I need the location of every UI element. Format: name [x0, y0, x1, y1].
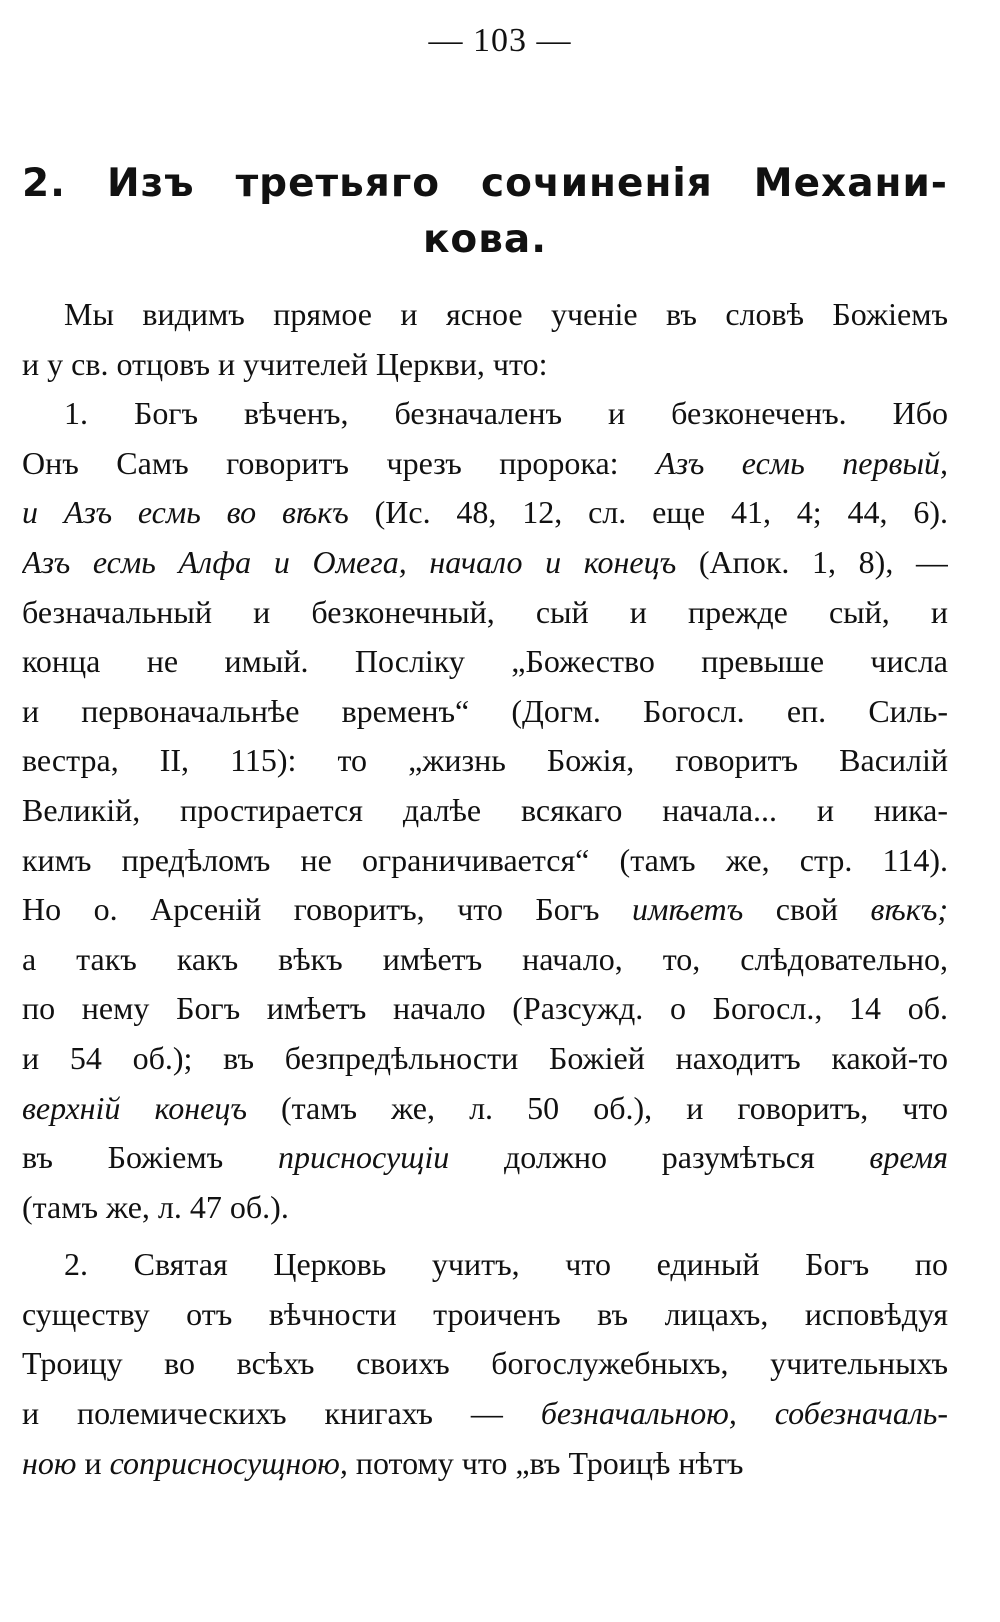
text-segment: и 54 об.); въ безпредѣльности Божіей находитъ какой-то	[22, 1039, 948, 1076]
italic-segment: Азъ есмь первый,	[656, 444, 948, 481]
text-segment: вестра, II, 115): то „жизнь Божія, говоритъ Василій	[22, 742, 948, 779]
body-text	[22, 290, 948, 1488]
text-segment: Великій, простирается далѣе всякаго начала... и ника-	[22, 791, 948, 828]
text-segment: Троицу во всѣхъ своихъ богослужебныхъ, учительныхъ	[22, 1345, 948, 1382]
text-segment: кимъ предѣломъ не ограничивается“ (тамъ же, стр. 114).	[22, 841, 948, 878]
italic-segment: Азъ есмь Алфа и Омега, начало и конецъ	[22, 543, 677, 580]
text-segment: свой	[743, 891, 871, 928]
text-line	[22, 588, 948, 638]
text-line	[22, 1290, 948, 1340]
text-segment: (тамъ же, л. 50 об.), и говоритъ, что	[246, 1089, 948, 1126]
italic-segment: соприсносущною,	[109, 1444, 348, 1481]
text-segment: Но о. Арсеній говоритъ, что Богъ	[22, 891, 632, 928]
text-segment: и у св. отцовъ и учителей Церкви, что:	[22, 345, 548, 382]
text-line	[22, 1183, 948, 1233]
text-segment: и	[76, 1444, 110, 1481]
text-line	[22, 935, 948, 985]
italic-segment: вѣкъ;	[870, 891, 948, 928]
text-segment: конца не имый. Посліку „Божество превыше числа	[22, 643, 948, 680]
italic-segment: верхній конецъ	[22, 1089, 247, 1126]
text-line	[22, 1240, 948, 1290]
text-line	[22, 538, 948, 588]
italic-segment: и Азъ есмь во вѣкъ	[22, 494, 349, 531]
italic-segment: имѣетъ	[631, 891, 744, 928]
text-segment: 2. Святая Церковь учитъ, что единый Богъ по	[64, 1246, 948, 1283]
text-segment: по нему Богъ имѣетъ начало (Разсужд. о Богосл., 14 об.	[22, 990, 948, 1027]
text-line	[22, 885, 948, 935]
text-segment: и первоначальнѣе временъ“ (Догм. Богосл. еп. Силь-	[22, 692, 948, 729]
text-line	[22, 687, 948, 737]
text-line	[22, 836, 948, 886]
text-line	[22, 984, 948, 1034]
text-line	[22, 290, 948, 340]
paragraph-2	[22, 1240, 948, 1488]
text-line	[22, 1084, 948, 1134]
text-segment: Онъ Самъ говоритъ чрезъ пророка:	[22, 444, 657, 481]
text-line	[22, 389, 948, 439]
text-line	[22, 1133, 948, 1183]
text-segment: потому что „въ Троицѣ нѣтъ	[347, 1444, 744, 1481]
text-line	[22, 439, 948, 489]
text-line	[22, 637, 948, 687]
text-line	[22, 340, 948, 390]
text-segment: а такъ какъ вѣкъ имѣетъ начало, то, слѣдовательно,	[22, 940, 948, 977]
text-segment: должно разумѣться	[449, 1139, 870, 1176]
text-line	[22, 786, 948, 836]
text-segment: 1. Богъ вѣченъ, безначаленъ и безконеченъ. Ибо	[64, 395, 948, 432]
italic-segment: присносущіи	[277, 1139, 450, 1176]
section-heading-line-1: 2. Изъ третьяго сочиненія Механи-	[22, 161, 948, 206]
text-segment: существу отъ вѣчности троиченъ въ лицахъ, исповѣдуя	[22, 1295, 948, 1332]
text-segment: въ Божіемъ	[22, 1139, 278, 1176]
italic-segment: безначальною, собезначаль-	[540, 1395, 948, 1432]
text-line	[22, 1389, 948, 1439]
section-heading	[22, 156, 948, 268]
text-line	[22, 736, 948, 786]
text-segment: (Апок. 1, 8), —	[676, 543, 948, 580]
paragraph-1	[22, 290, 948, 1232]
text-segment: Мы видимъ прямое и ясное ученіе въ словѣ Божіемъ	[64, 296, 948, 332]
text-segment: (Ис. 48, 12, сл. еще 41, 4; 44, 6).	[348, 494, 948, 531]
text-line	[22, 1339, 948, 1389]
text-line	[22, 1439, 948, 1489]
section-heading-line-2: кова.	[422, 217, 548, 262]
text-line	[22, 1034, 948, 1084]
text-segment: и полемическихъ книгахъ —	[22, 1395, 541, 1432]
text-segment: безначальный и безконечный, сый и прежде сый, и	[22, 593, 948, 630]
italic-segment: ною	[22, 1444, 77, 1481]
text-segment: (тамъ же, л. 47 об.).	[22, 1188, 289, 1225]
text-line	[22, 488, 948, 538]
italic-segment: время	[869, 1139, 948, 1176]
page-number: — 103 —	[428, 22, 572, 59]
